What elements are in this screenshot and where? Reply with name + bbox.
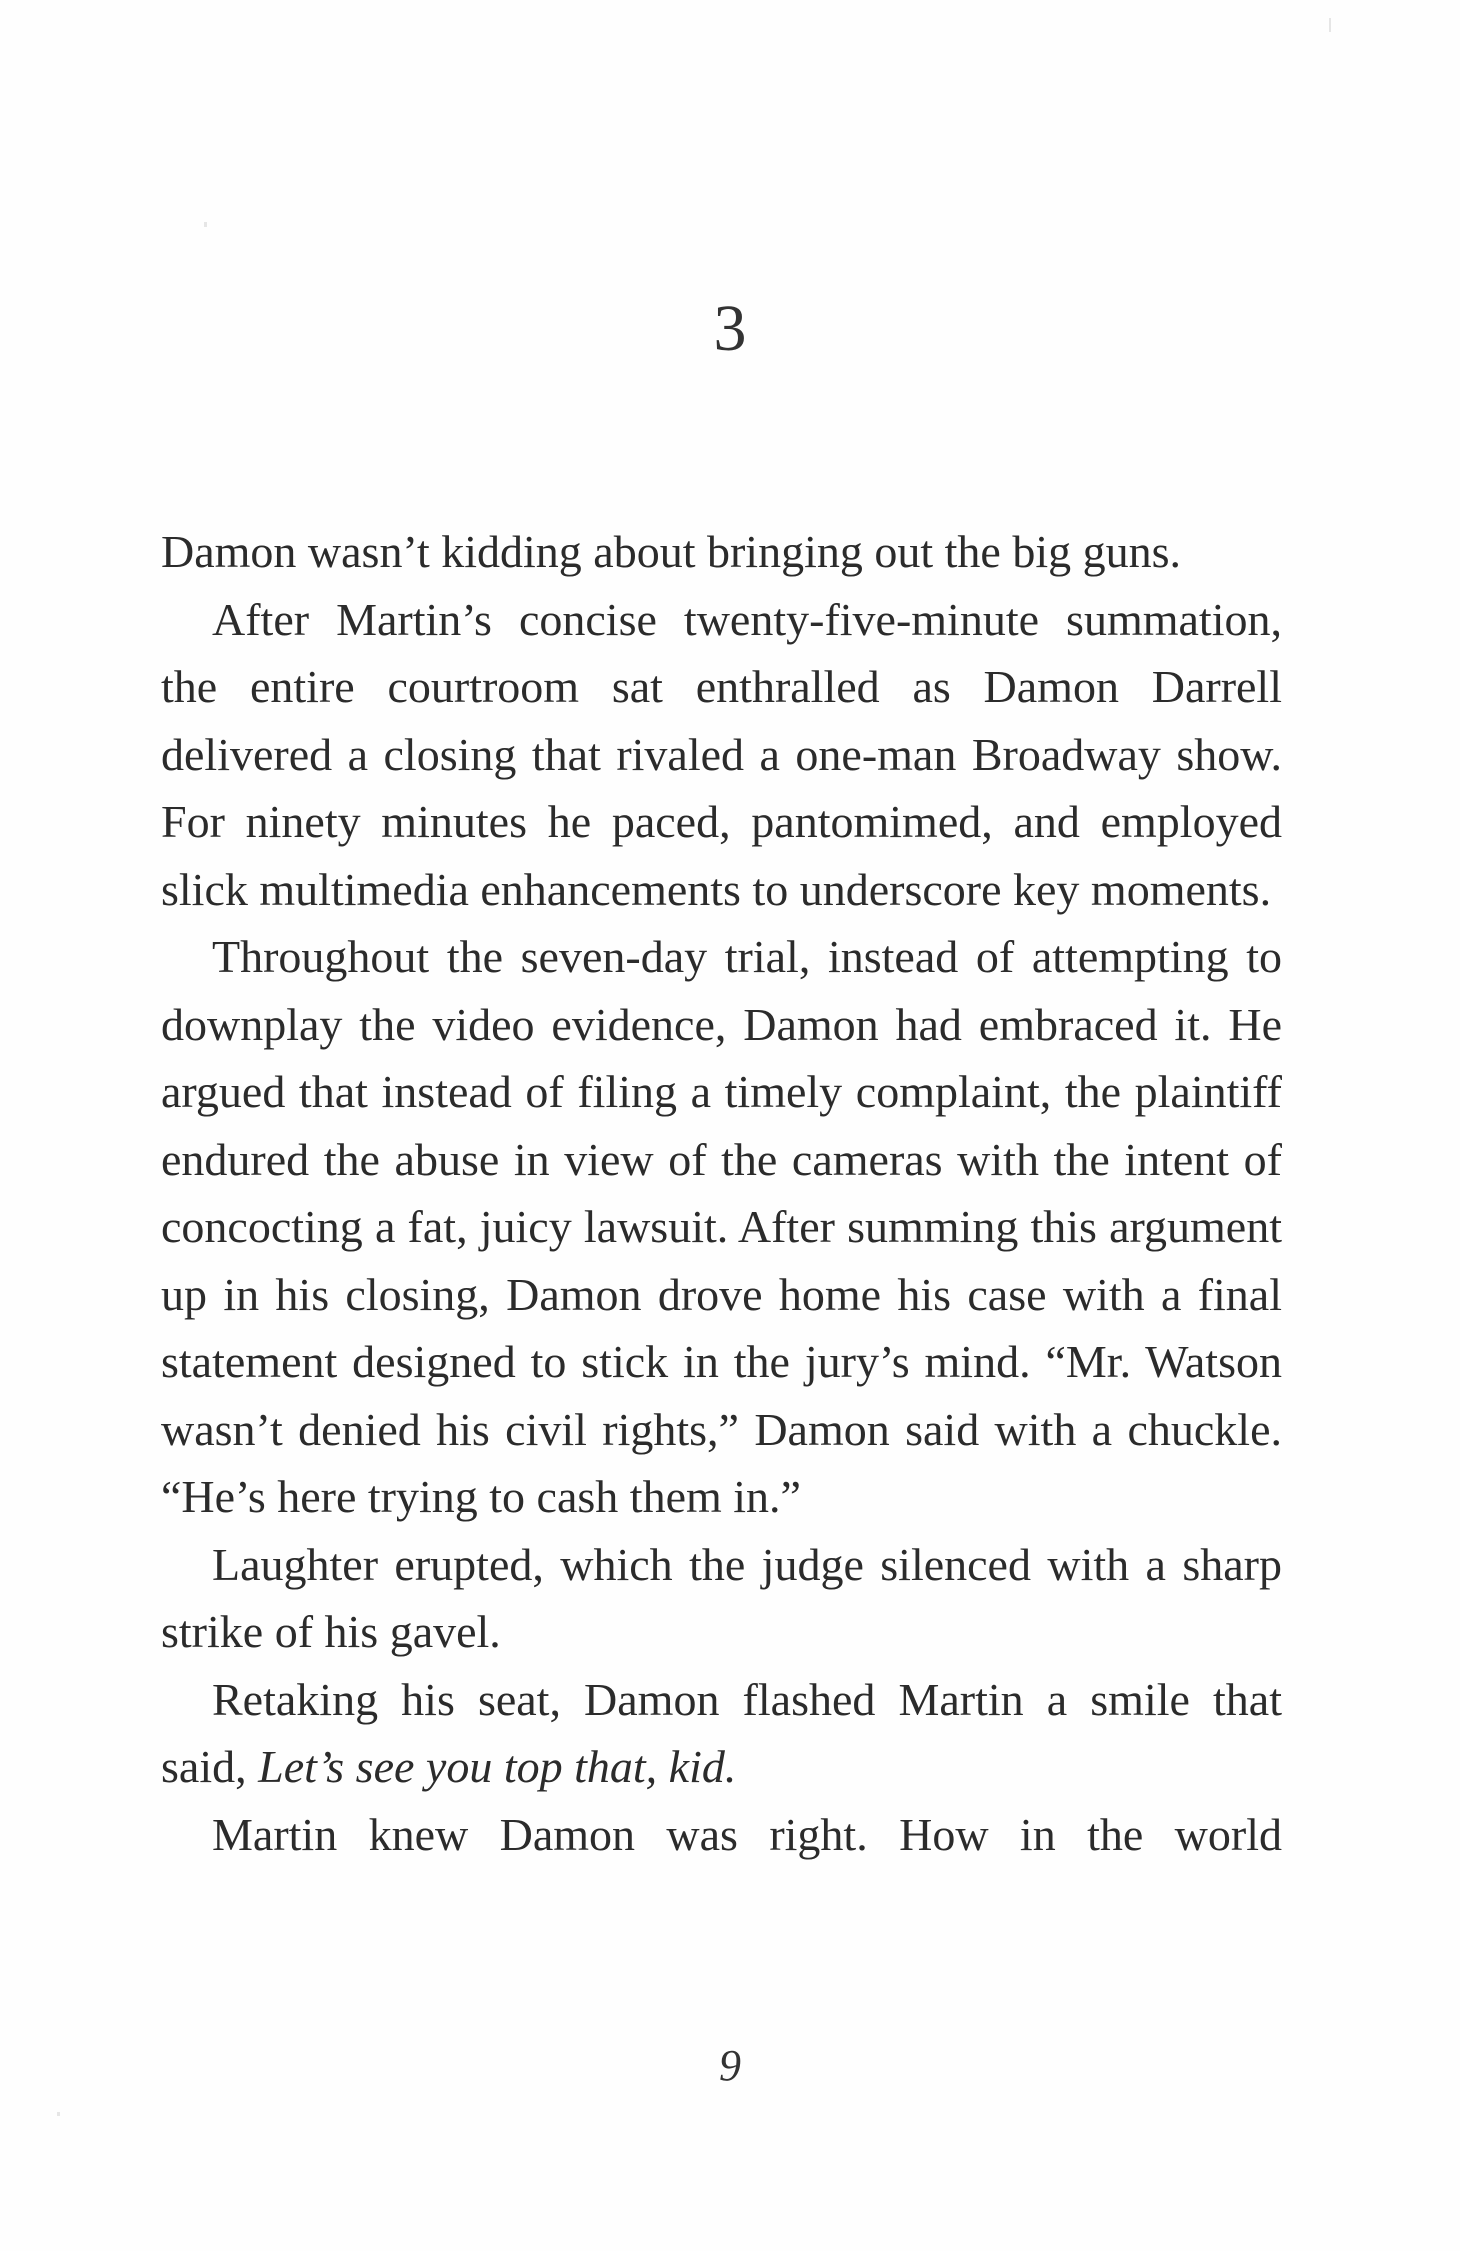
paragraph: Throughout the seven-day trial, instead of attempting to downplay the video evidence, Damon had embraced it. He argued that instead of filing a timely complaint, the plaintiff endured the abuse in view of the cameras with the intent of concocting a fat, juicy lawsuit. After summing this argument up in his closing, Damon drove home his case with a final statement designed to stick in the jury’s mind. “Mr. Watson wasn’t denied his civil rights,” Damon said with a chuckle. “He’s here trying to cash them in.” <box>161 931 1282 1522</box>
scan-speck <box>1329 18 1331 32</box>
paragraph: Damon wasn’t kidding about bringing out the big guns. <box>161 526 1182 577</box>
chapter-body <box>161 518 1282 1868</box>
paragraph: Laughter erupted, which the judge silenced with a sharp strike of his gavel. <box>161 1538 1282 1657</box>
paragraph <box>161 1666 1282 1801</box>
paragraph: After Martin’s concise twenty-five-minute summation, the entire courtroom sat enthralled as Damon Darrell delivered a closing that rivaled a one-man Broadway show. For ninety minutes he paced, pantomimed, and employed slick multimedia enhancements to underscore key moments. <box>161 593 1282 915</box>
scan-speck <box>204 222 207 227</box>
paragraph: Martin knew Damon was right. How in the world <box>212 1808 1282 1860</box>
scan-speck <box>57 2112 60 2116</box>
italic-thought: Let’s see you top that, kid. <box>258 1741 737 1792</box>
paragraph-text: Retaking his seat, Damon flashed Martin a smile that said, <box>161 1673 1282 1792</box>
chapter-number: 3 <box>713 292 747 365</box>
page-number: 9 <box>719 2041 741 2090</box>
